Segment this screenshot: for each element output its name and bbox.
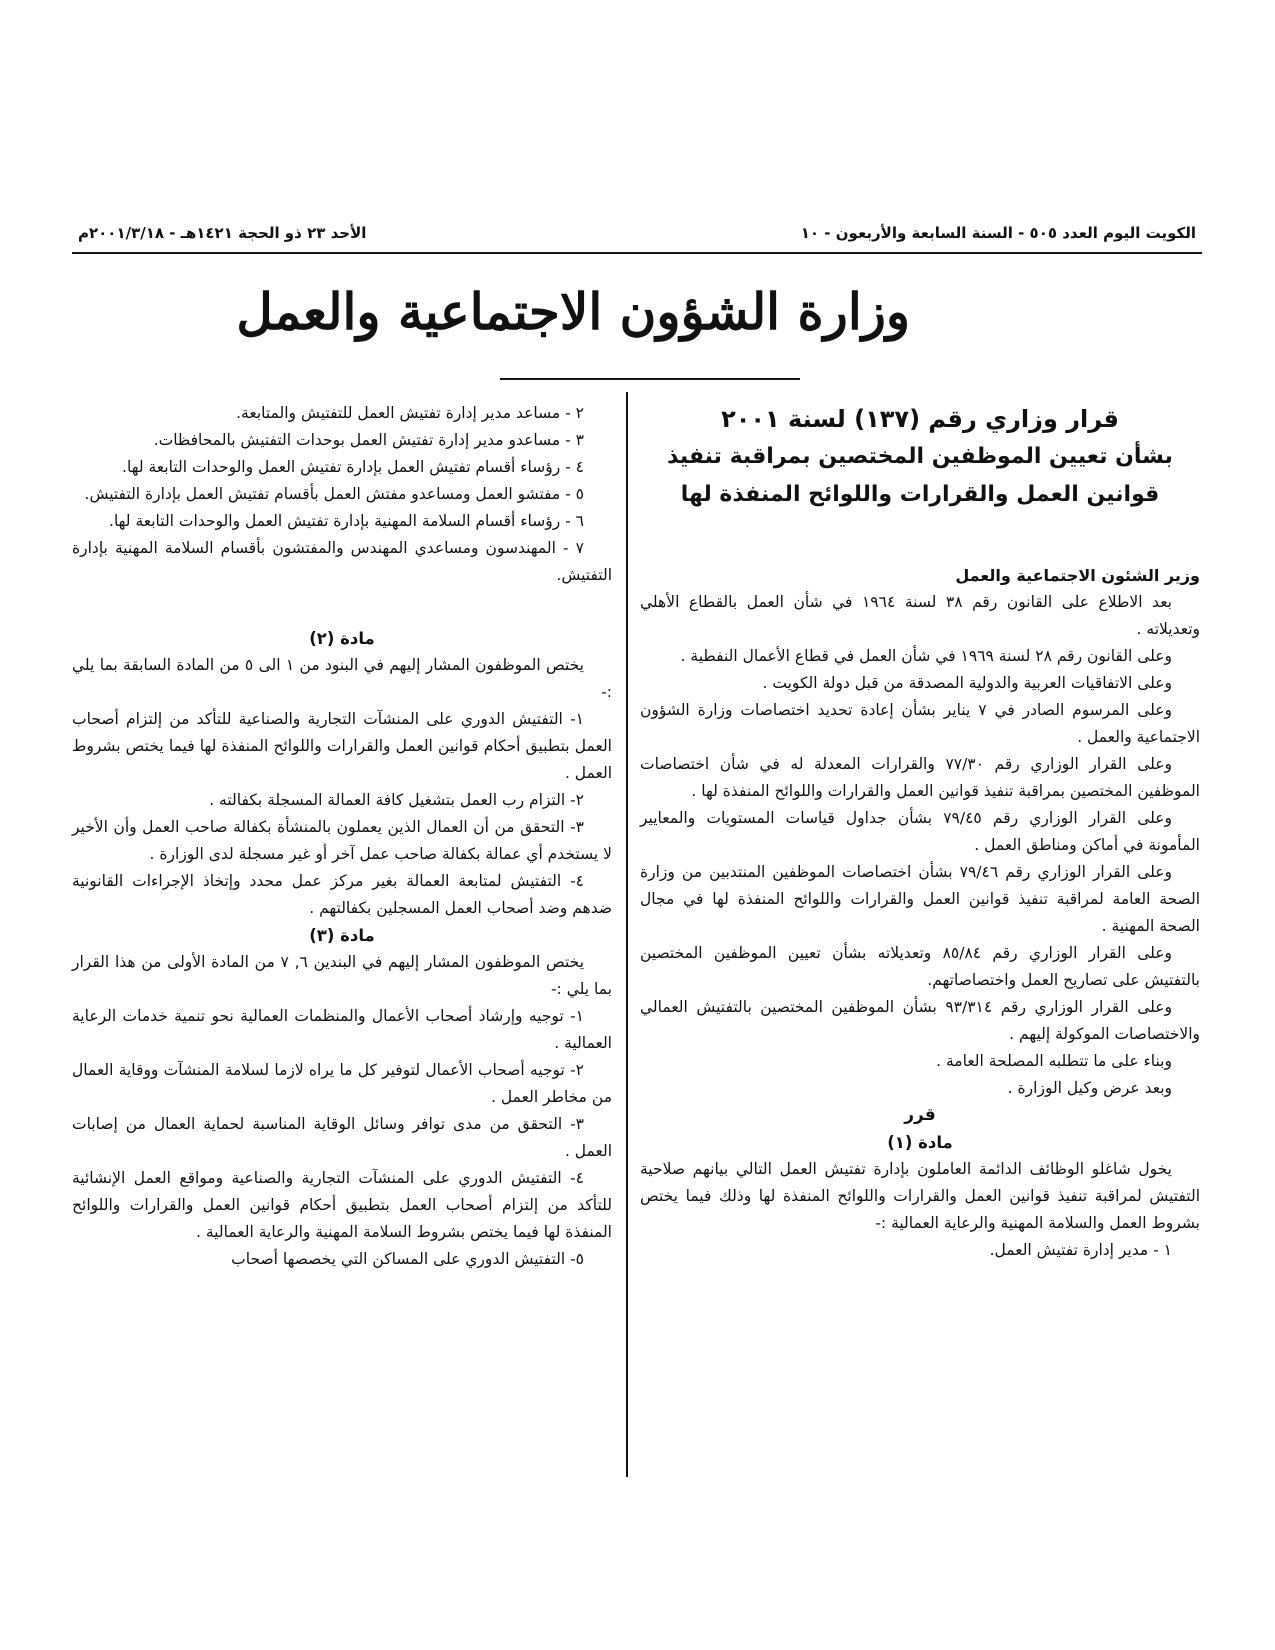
article-2-item: ٣- التحقق من أن العمال الذين يعملون بالمنشأة بكفالة صاحب العمل وأن الأخير لا يستخدم أي عمالة بكفالة صاحب عمل آخر أو غير مسجلة لدى الوزارة . bbox=[72, 818, 612, 863]
article-3-heading: مادة (٣) bbox=[309, 926, 375, 945]
article-3-item: ٢- توجيه أصحاب الأعمال لتوفير كل ما يراه لازما لسلامة المنشآت ووقاية العمال من مخاطر العمل . bbox=[72, 1061, 612, 1106]
preamble-paragraph: وعلى القرار الوزاري رقم ٧٩/٤٥ بشأن جداول قياسات المستويات والمعايير المأمونة في أماكن ومناطق العمل . bbox=[640, 809, 1200, 854]
preamble-paragraph: بعد الاطلاع على القانون رقم ٣٨ لسنة ١٩٦٤ في شأن العمل بالقطاع الأهلي وتعديلاته . bbox=[640, 593, 1200, 638]
preamble-paragraph: وعلى القرار الوزاري رقم ٨٥/٨٤ وتعديلاته بشأن تعيين الموظفين المختصين بالتفتيش على تصاريح العمل واختصاصاتهم. bbox=[640, 944, 1200, 989]
decree-title bbox=[640, 400, 1200, 514]
article-3-item: ٤- التفتيش الدوري على المنشآت التجارية والصناعية ومواقع العمل الإنشائية للتأكد من إلتزام أصحاب العمل بتطبيق أحكام قوانين العمل والقرارات واللوائح المنفذة لها فيما يختص بشروط السلامة المهنية والرعاية العمالية . bbox=[72, 1169, 612, 1241]
article-2-intro: يختص الموظفون المشار إليهم في البنود من ١ الى ٥ من المادة السابقة بما يلي :- bbox=[72, 656, 612, 701]
preamble-paragraph: وعلى القرار الوزاري رقم ٧٩/٤٦ بشأن اختصاصات الموظفين المنتدبين من وزارة الصحة العامة لمراقبة تنفيذ قوانين العمل والقرارات واللوائح المنفذة لها في مجال الصحة المهنية . bbox=[640, 863, 1200, 935]
preamble-paragraph: وبناء على ما تتطلبه المصلحة العامة . bbox=[936, 1052, 1172, 1070]
article-1-heading: مادة (١) bbox=[887, 1133, 953, 1152]
decided-heading: قرر bbox=[904, 1105, 936, 1125]
article-2-heading: مادة (٢) bbox=[309, 629, 375, 648]
article-1-item: ٣ - مساعدو مدير إدارة تفتيش العمل بوحدات التفتيش بالمحافظات. bbox=[153, 431, 584, 449]
right-column bbox=[640, 400, 1200, 1264]
preamble-paragraph: وعلى القرار الوزاري رقم ٩٣/٣١٤ بشأن الموظفين المختصين بالتفتيش العمالي والاختصاصات الموكولة إليهم . bbox=[640, 998, 1200, 1043]
left-column bbox=[72, 400, 612, 1273]
header-issue-info: الكويت اليوم العدد ٥٠٥ - السنة السابعة والأربعون - ١٠ bbox=[800, 224, 1196, 242]
article-2-item: ٢- التزام رب العمل بتشغيل كافة العمالة المسجلة بكفالته . bbox=[209, 791, 584, 809]
article-1-item: ٥ - مفتشو العمل ومساعدو مفتش العمل بأقسام تفتيش العمل بإدارة التفتيش. bbox=[84, 485, 584, 503]
preamble-paragraph: وعلى المرسوم الصادر في ٧ يناير بشأن إعادة تحديد اختصاصات وزارة الشؤون الاجتماعية والعمل . bbox=[640, 701, 1200, 746]
minister-heading: وزير الشئون الاجتماعية والعمل bbox=[955, 566, 1200, 585]
decree-title-line-2: بشأن تعيين الموظفين المختصين بمراقبة تنفيذ bbox=[667, 444, 1173, 469]
preamble-paragraph: وعلى القرار الوزاري رقم ٧٧/٣٠ والقرارات المعدلة له في شأن اختصاصات الموظفين المختصين بمراقبة تنفيذ قوانين العمل والقرارات واللوائح المنفذة لها . bbox=[640, 755, 1200, 800]
article-2-item: ١- التفتيش الدوري على المنشآت التجارية والصناعية للتأكد من إلتزام أصحاب العمل بتطبيق أحكام قوانين العمل والقرارات واللوائح المنفذة لها فيما يختص بشروط العمل . bbox=[72, 710, 612, 782]
ministry-calligraphy-title: وزارة الشؤون الاجتماعية والعمل bbox=[236, 282, 910, 341]
preamble-paragraph: وعلى القانون رقم ٢٨ لسنة ١٩٦٩ في شأن العمل في قطاع الأعمال النفطية . bbox=[680, 647, 1172, 665]
decree-title-line-3: قوانين العمل والقرارات واللوائح المنفذة لها bbox=[680, 482, 1160, 507]
article-1-item: ٢ - مساعد مدير إدارة تفتيش العمل للتفتيش والمتابعة. bbox=[236, 404, 584, 422]
preamble-paragraph: وبعد عرض وكيل الوزارة . bbox=[1007, 1079, 1172, 1097]
article-1-item: ٤ - رؤساء أقسام تفتيش العمل بإدارة تفتيش العمل والوحدات التابعة لها. bbox=[122, 458, 584, 476]
article-3-item: ٥- التفتيش الدوري على المساكن التي يخصصها أصحاب bbox=[231, 1250, 584, 1268]
article-3-intro: يختص الموظفون المشار إليهم في البندين ٦, ٧ من المادة الأولى من هذا القرار بما يلي :- bbox=[72, 953, 612, 998]
preamble-paragraph: وعلى الاتفاقيات العربية والدولية المصدقة من قبل دولة الكويت . bbox=[762, 674, 1172, 692]
article-1-item: ١ - مدير إدارة تفتيش العمل. bbox=[989, 1241, 1172, 1259]
column-divider bbox=[626, 392, 628, 1477]
article-1-item: ٧ - المهندسون ومساعدي المهندس والمفتشون بأقسام السلامة المهنية بإدارة التفتيش. bbox=[72, 539, 612, 584]
decree-title-line-1: قرار وزاري رقم (١٣٧) لسنة ٢٠٠١ bbox=[721, 405, 1119, 433]
page-header bbox=[72, 222, 1202, 254]
article-3-item: ٣- التحقق من مدى توافر وسائل الوقاية المناسبة لحماية العمال من إصابات العمل . bbox=[72, 1115, 612, 1160]
article-1-item: ٦ - رؤساء أقسام السلامة المهنية بإدارة تفتيش العمل والوحدات التابعة لها. bbox=[109, 512, 584, 530]
article-3-item: ١- توجيه وإرشاد أصحاب الأعمال والمنظمات العمالية نحو تنمية خدمات الرعاية العمالية . bbox=[72, 1007, 612, 1052]
article-2-item: ٤- التفتيش لمتابعة العمالة بغير مركز عمل محدد وإتخاذ الإجراءات القانونية ضدهم وضد أصحاب العمل المسجلين بكفالتهم . bbox=[72, 872, 612, 917]
header-date: الأحد ٢٣ ذو الحجة ١٤٢١هـ - ٢٠٠١/٣/١٨م bbox=[78, 224, 367, 242]
title-underline bbox=[500, 378, 800, 380]
article-1-body: يخول شاغلو الوظائف الدائمة العاملون بإدارة تفتيش العمل التالي بيانهم صلاحية التفتيش لمراقبة تنفيذ قوانين العمل والقرارات واللوائح المنفذة لها وذلك فيما يختص بشروط العمل والسلامة المهنية والرعاية العمالية :- bbox=[640, 1160, 1200, 1232]
